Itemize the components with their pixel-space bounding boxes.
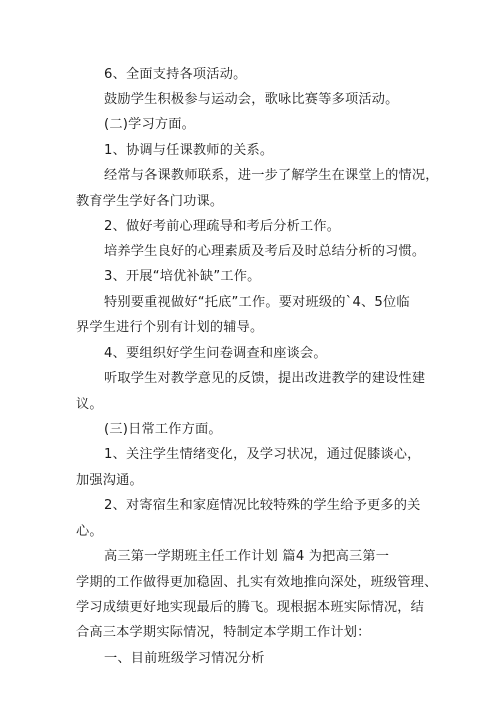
text-line: (二)学习方面。 [104, 117, 196, 132]
text-line: 2、对寄宿生和家庭情况比较特殊的学生给予更多的关 [104, 498, 421, 513]
text-line: 界学生进行个别有计划的辅导。 [76, 320, 264, 335]
text-line: 学习成绩更好地实现最后的腾飞。现根据本班实际情况，结 [76, 600, 425, 615]
text-line: 加强沟通。 [76, 473, 143, 488]
text-line: 鼓励学生积极参与运动会，歌咏比赛等多项活动。 [104, 92, 399, 107]
text-line: 议。 [76, 397, 103, 412]
text-line: 特别要重视做好“托底”工作。要对班级的`4、5位临 [104, 295, 410, 310]
text-line: 1、协调与任课教师的关系。 [104, 143, 274, 158]
text-line: 培养学生良好的心理素质及考后及时总结分析的习惯。 [104, 244, 426, 259]
text-line: 心。 [76, 524, 103, 539]
text-line: 4、要组织好学生问卷调查和座谈会。 [104, 346, 327, 361]
text-line: 6、全面支持各项活动。 [104, 67, 247, 82]
text-line: (三)日常工作方面。 [104, 422, 222, 437]
text-line: 2、做好考前心理疏导和考后分析工作。 [104, 219, 341, 234]
text-line: 1、关注学生情绪变化，及学习状况，通过促膝谈心， [104, 447, 421, 462]
text-line: 一、目前班级学习情况分析 [104, 651, 265, 666]
text-line: 高三第一学期班主任工作计划 篇4 为把高三第一 [104, 549, 390, 564]
text-line: 听取学生对教学意见的反馈，提出改进教学的建设性建 [104, 371, 426, 386]
text-line: 教育学生学好各门功课。 [76, 194, 224, 209]
text-line: 学期的工作做得更加稳固、扎实有效地推向深处，班级管理、 [76, 575, 438, 590]
text-line: 3、开展“培优补缺”工作。 [104, 269, 261, 284]
text-line: 经常与各课教师联系，进一步了解学生在课堂上的情况， [104, 168, 439, 183]
text-line: 合高三本学期实际情况，特制定本学期工作计划： [76, 625, 371, 640]
